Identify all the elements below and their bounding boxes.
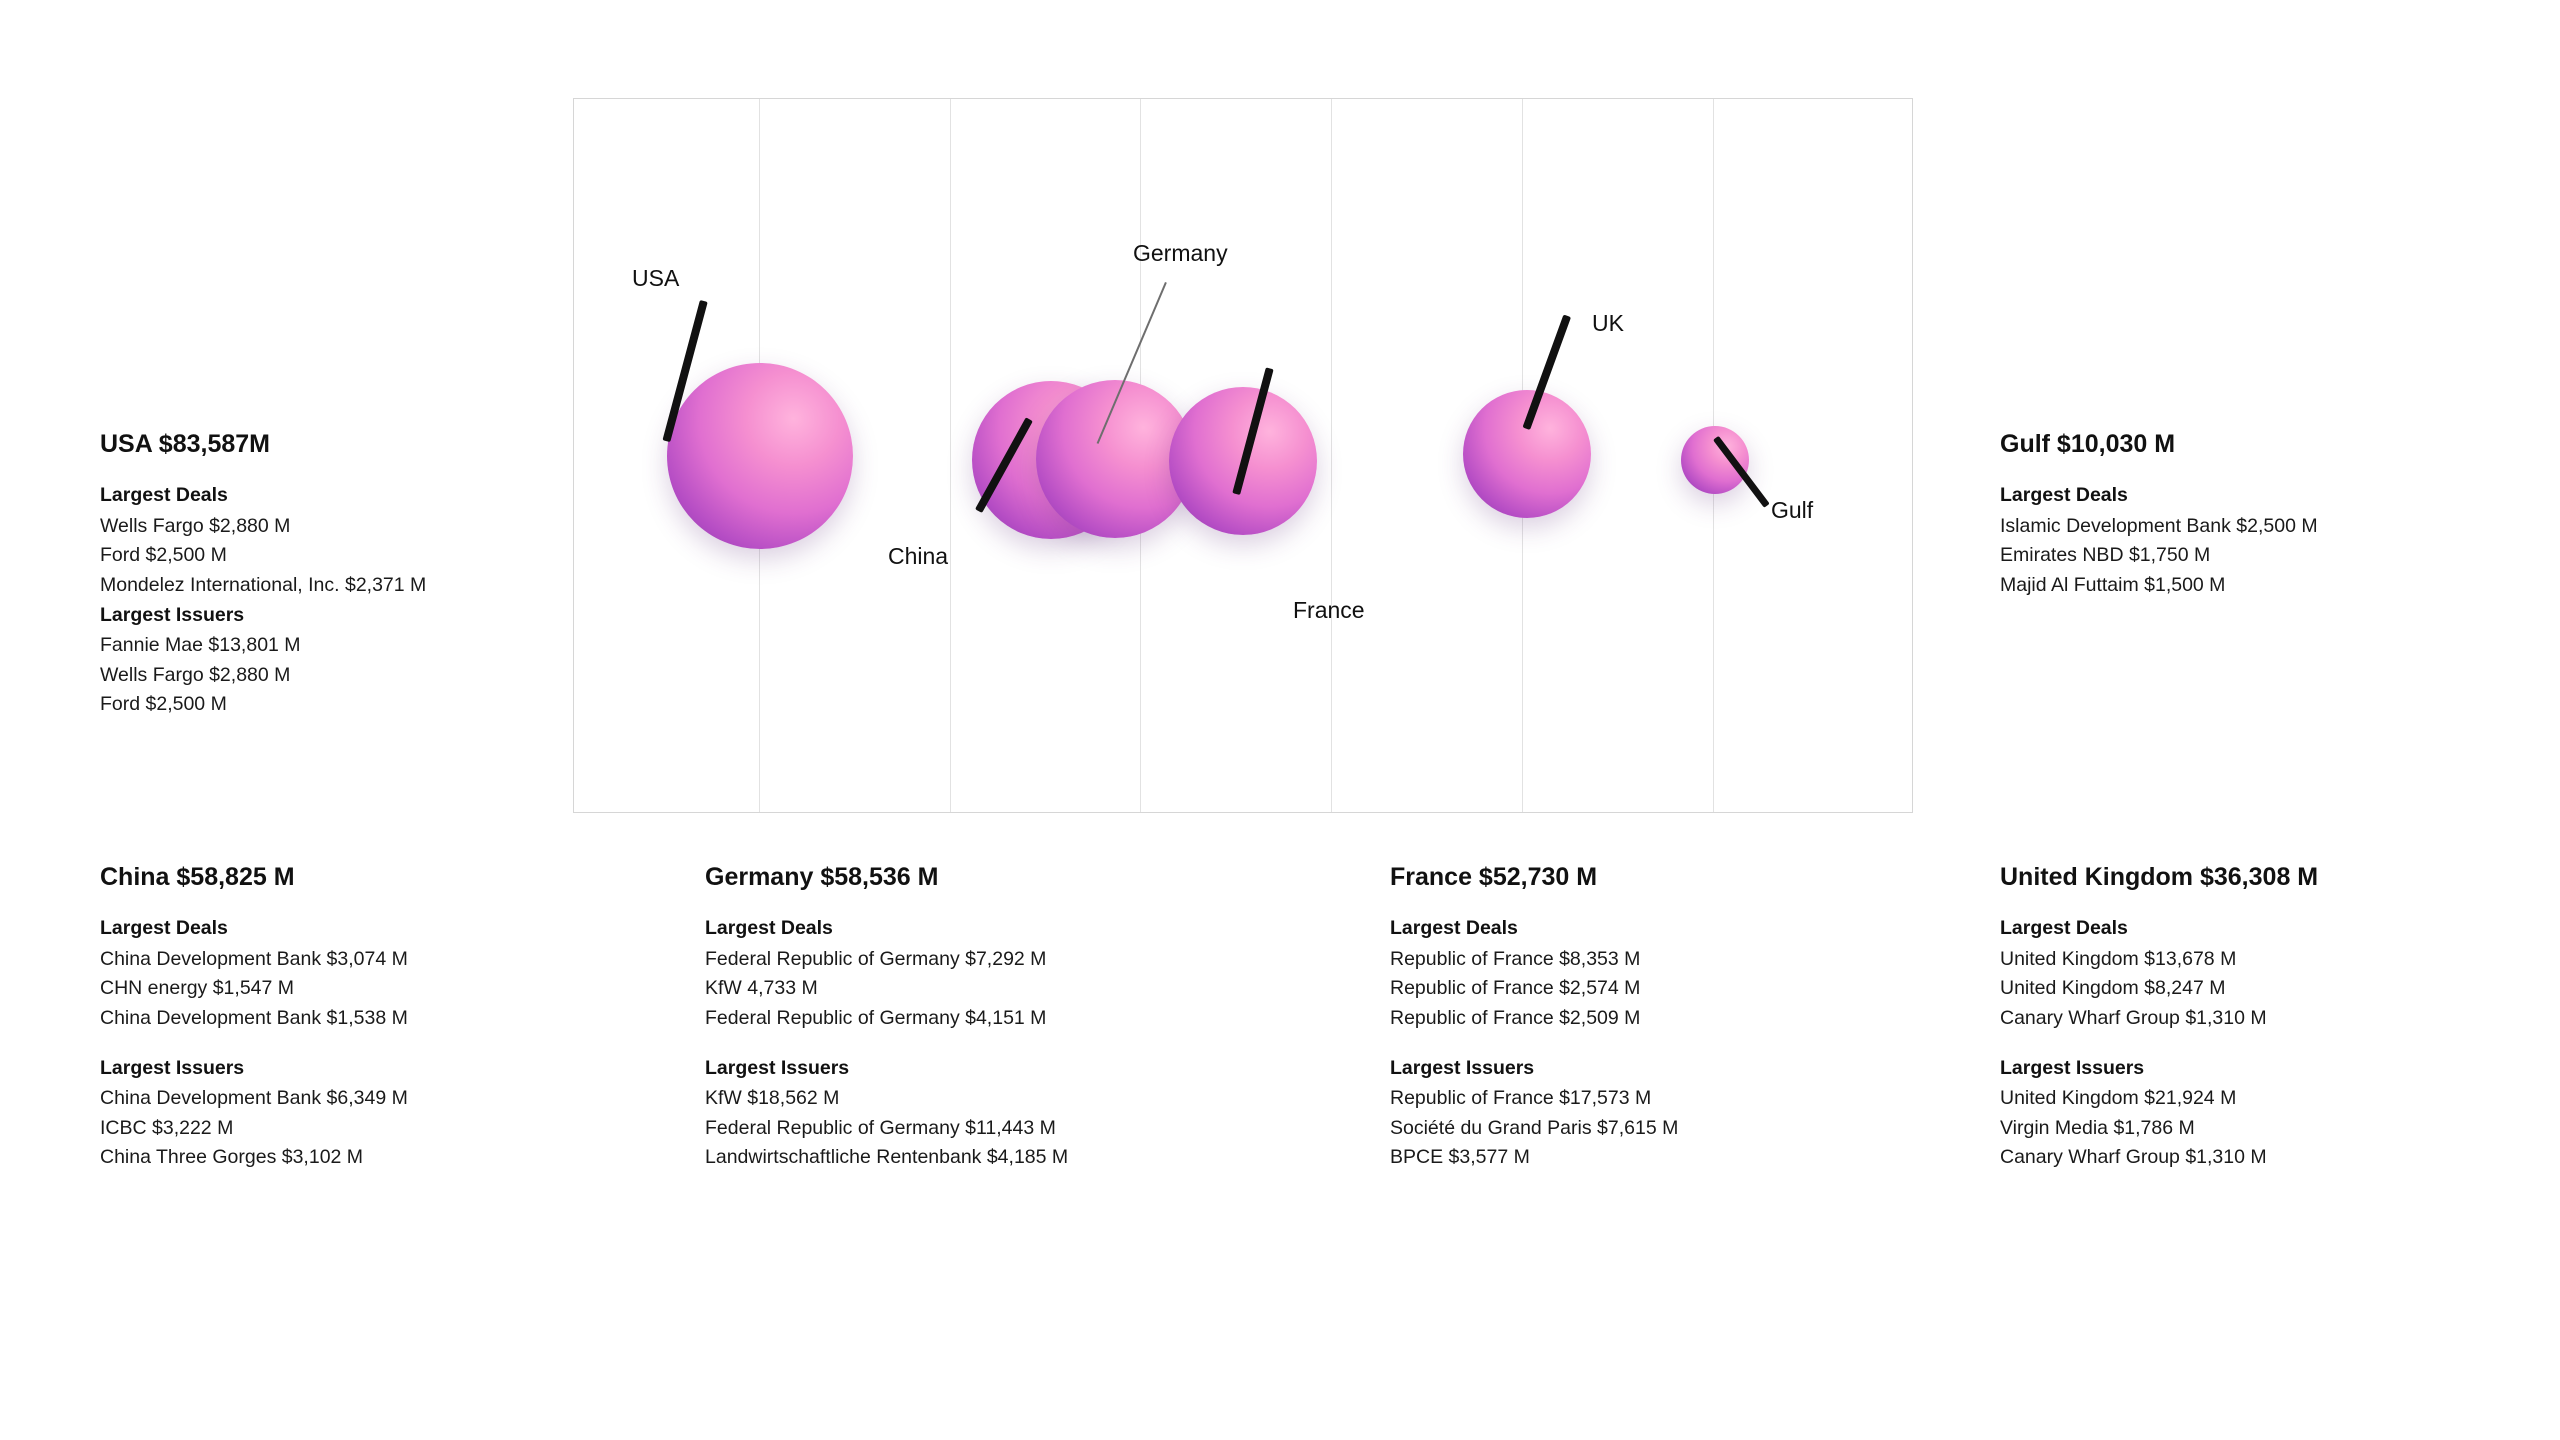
list-item: Canary Wharf Group $1,310 M xyxy=(2000,1006,2267,1029)
list-item: Ford $2,500 M xyxy=(100,544,227,567)
list-item: ICBC $3,222 M xyxy=(100,1116,234,1139)
list-item: KfW 4,733 M xyxy=(705,977,818,1000)
grid-line xyxy=(950,99,951,812)
panel-gulf-deals-heading: Largest Deals xyxy=(2000,484,2128,506)
panel-uk-title: United Kingdom $36,308 M xyxy=(2000,863,2319,891)
panel-gulf-title: Gulf $10,030 M xyxy=(2000,430,2176,458)
panel-china-deals-heading: Largest Deals xyxy=(100,917,228,939)
bubble-label-uk: UK xyxy=(1592,310,1624,336)
bubble-gulf xyxy=(1681,426,1749,494)
panel-china xyxy=(100,858,408,1173)
panel-france-deals-heading: Largest Deals xyxy=(1390,917,1518,939)
panel-uk-issuers-heading: Largest Issuers xyxy=(2000,1056,2145,1079)
grid-line xyxy=(1331,99,1332,812)
list-item: Majid Al Futtaim $1,500 M xyxy=(2000,573,2226,596)
list-item: Virgin Media $1,786 M xyxy=(2000,1116,2195,1139)
bubble-label-france: France xyxy=(1293,597,1365,623)
bubble-uk xyxy=(1463,390,1591,518)
panel-france-issuers-heading: Largest Issuers xyxy=(1390,1056,1535,1079)
list-item: Federal Republic of Germany $4,151 M xyxy=(705,1006,1047,1029)
panel-gulf xyxy=(2000,425,2318,601)
panel-france-title: France $52,730 M xyxy=(1390,863,1598,891)
list-item: Federal Republic of Germany $7,292 M xyxy=(705,947,1047,970)
panel-germany xyxy=(705,858,1068,1173)
panel-uk-deals-heading: Largest Deals xyxy=(2000,917,2128,939)
panel-france xyxy=(1390,858,1678,1173)
list-item: Republic of France $8,353 M xyxy=(1390,947,1641,970)
bubble-label-usa: USA xyxy=(632,265,680,291)
list-item: China Development Bank $1,538 M xyxy=(100,1006,408,1029)
list-item: China Development Bank $6,349 M xyxy=(100,1087,408,1110)
panel-usa-deals-heading: Largest Deals xyxy=(100,484,228,506)
panel-china-title: China $58,825 M xyxy=(100,863,295,891)
list-item: Republic of France $2,574 M xyxy=(1390,977,1641,1000)
panel-usa xyxy=(100,425,426,720)
bubble-label-gulf: Gulf xyxy=(1771,497,1814,523)
list-item: China Development Bank $3,074 M xyxy=(100,947,408,970)
list-item: Canary Wharf Group $1,310 M xyxy=(2000,1146,2267,1169)
list-item: Ford $2,500 M xyxy=(100,693,227,716)
list-item: Federal Republic of Germany $11,443 M xyxy=(705,1116,1056,1139)
list-item: United Kingdom $21,924 M xyxy=(2000,1087,2237,1110)
list-item: Wells Fargo $2,880 M xyxy=(100,514,291,537)
panel-germany-deals-heading: Largest Deals xyxy=(705,917,833,939)
list-item: Mondelez International, Inc. $2,371 M xyxy=(100,573,427,596)
list-item: Société du Grand Paris $7,615 M xyxy=(1390,1116,1679,1139)
bubble-usa xyxy=(667,363,853,549)
list-item: Islamic Development Bank $2,500 M xyxy=(2000,514,2318,537)
list-item: Emirates NBD $1,750 M xyxy=(2000,544,2211,567)
list-item: Wells Fargo $2,880 M xyxy=(100,663,291,686)
list-item: China Three Gorges $3,102 M xyxy=(100,1146,364,1169)
list-item: BPCE $3,577 M xyxy=(1390,1146,1530,1169)
panel-germany-title: Germany $58,536 M xyxy=(705,863,939,891)
list-item: CHN energy $1,547 M xyxy=(100,977,295,1000)
bubble-label-germany: Germany xyxy=(1133,240,1228,266)
list-item: Republic of France $2,509 M xyxy=(1390,1006,1641,1029)
panel-uk xyxy=(2000,858,2318,1173)
panel-usa-issuers-heading: Largest Issuers xyxy=(100,603,245,626)
panel-china-issuers-heading: Largest Issuers xyxy=(100,1056,245,1079)
list-item: Republic of France $17,573 M xyxy=(1390,1087,1652,1110)
bubble-label-china: China xyxy=(888,543,949,569)
list-item: United Kingdom $8,247 M xyxy=(2000,977,2226,1000)
list-item: United Kingdom $13,678 M xyxy=(2000,947,2237,970)
panel-usa-title: USA $83,587M xyxy=(100,430,270,458)
list-item: Landwirtschaftliche Rentenbank $4,185 M xyxy=(705,1146,1069,1169)
list-item: KfW $18,562 M xyxy=(705,1087,840,1110)
panel-germany-issuers-heading: Largest Issuers xyxy=(705,1056,850,1079)
list-item: Fannie Mae $13,801 M xyxy=(100,634,301,657)
